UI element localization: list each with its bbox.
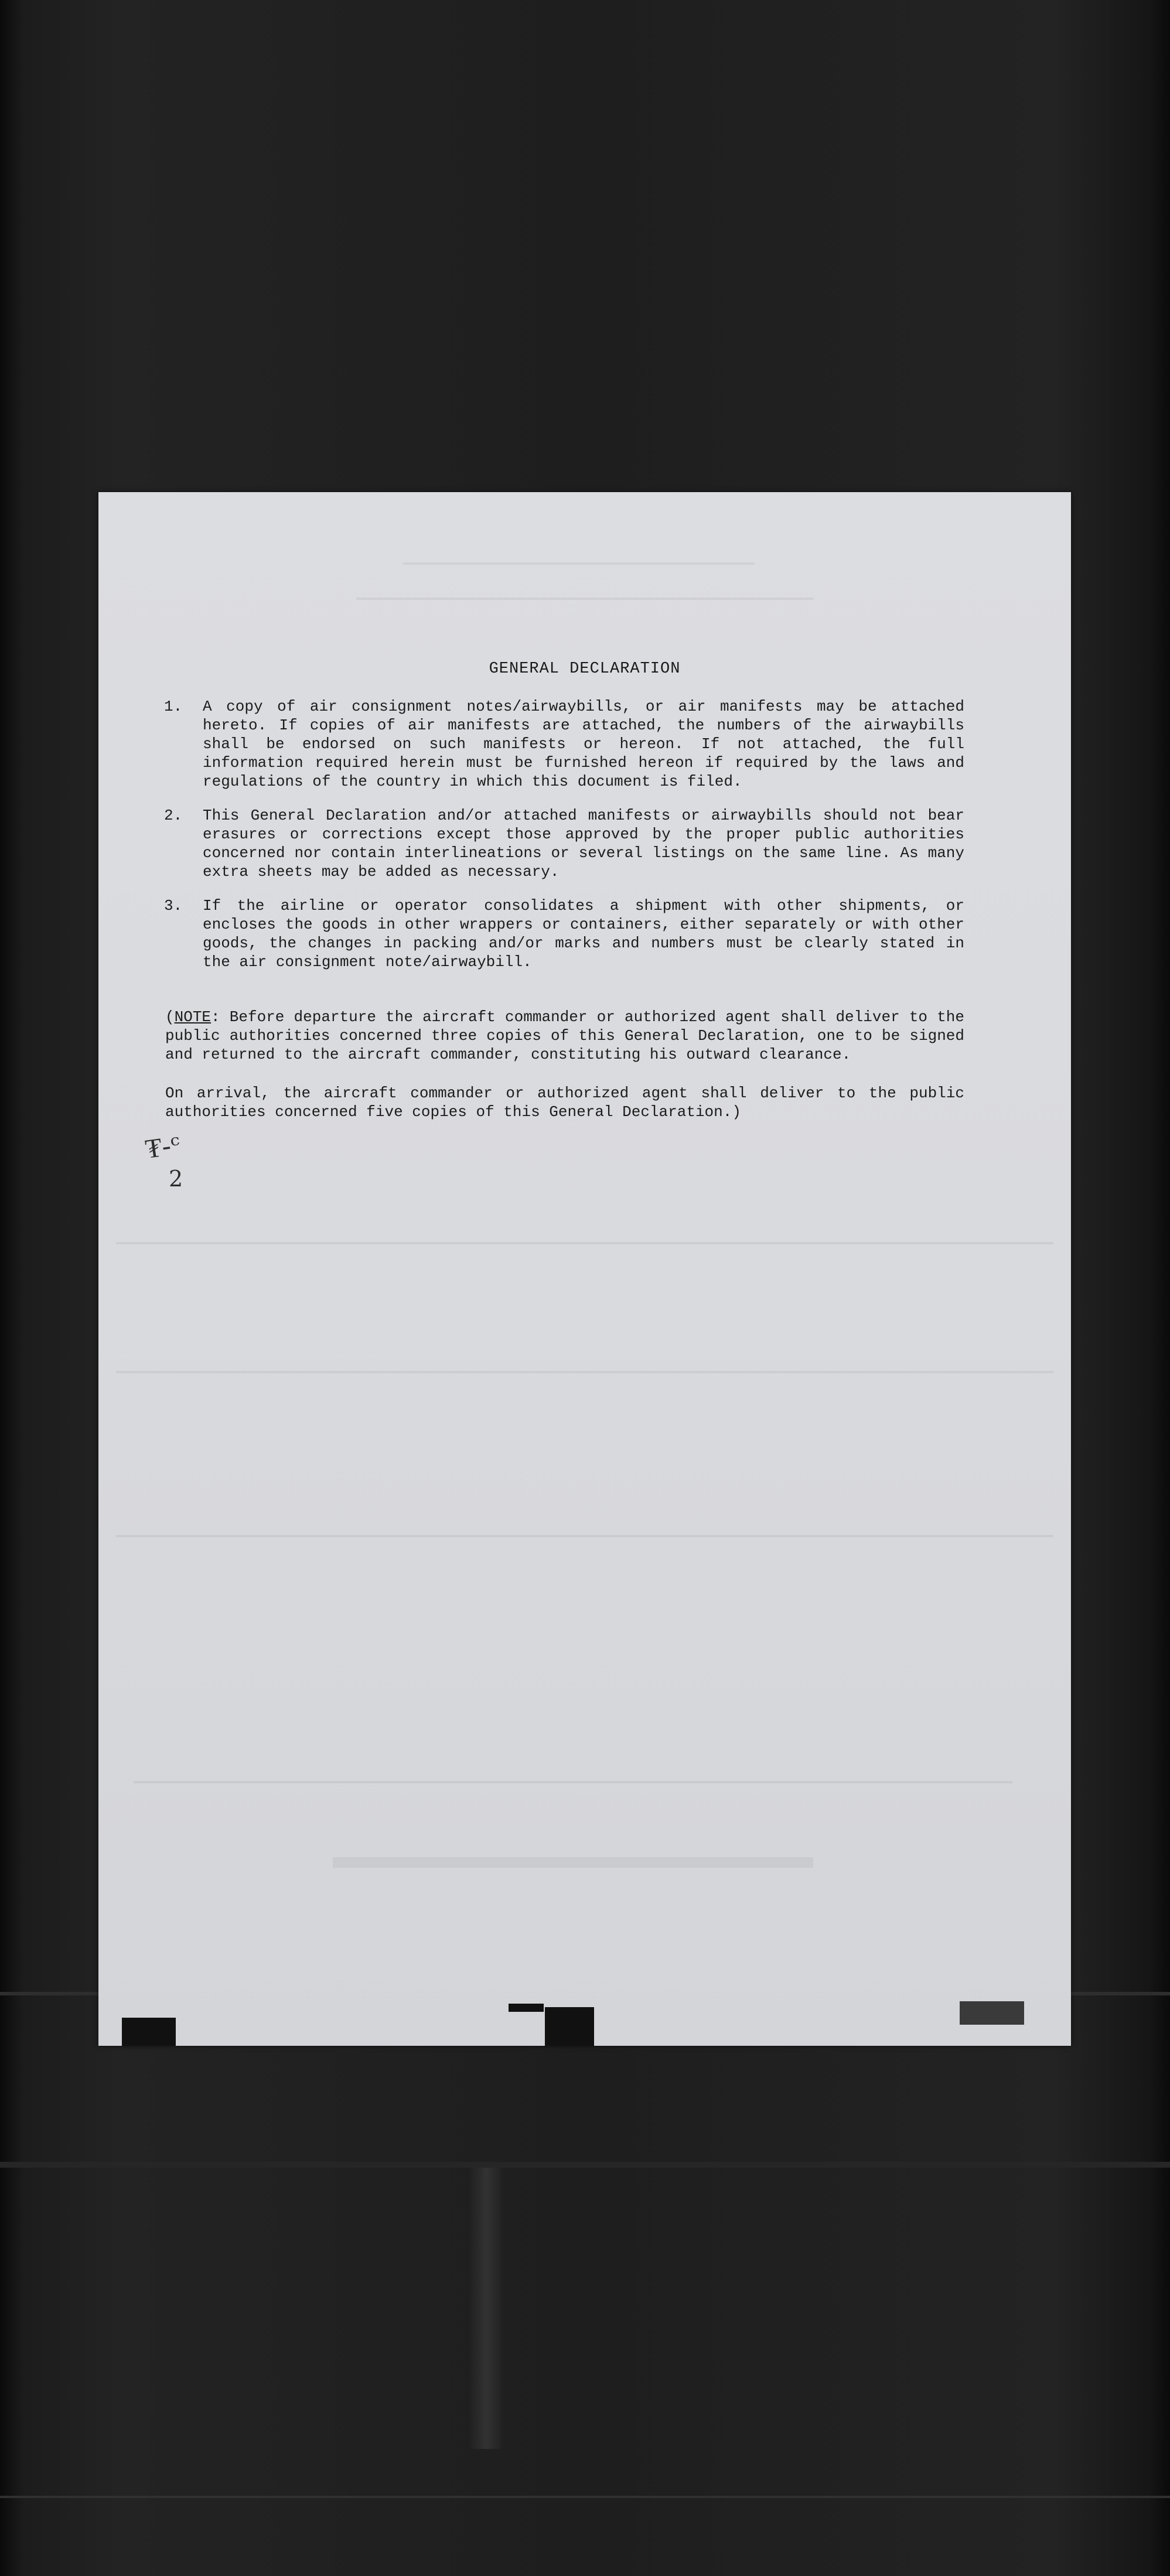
note-paragraph [165,1008,964,1064]
bleed-through [134,1781,1012,1783]
note-label: NOTE [174,1008,212,1026]
bleed-through [356,598,813,600]
bleed-through [333,1857,813,1868]
handwritten-mark: 2 [169,1166,183,1192]
bleed-through [403,562,755,565]
bleed-through [116,1242,1053,1244]
bleed-through [116,1371,1053,1373]
bleed-through [116,1535,1053,1537]
film-band [0,2162,1170,2168]
item-number: 3. [164,897,183,915]
note-open-paren: ( [165,1008,175,1026]
ink-blot [545,2007,594,2046]
document-sheet [98,492,1071,2046]
ink-blot [960,2001,1024,2025]
item-text: A copy of air consignment notes/airwaybills, or air manifests may be attached hereto. If copies of air manifests are attached, the numbers of the airwaybills shall be endorsed on such manifests or hereon. If not attached, the full information required herein must be furnished hereon if required by the laws and regulations of the country in which this document is filed. [203,698,964,790]
film-streak [469,2168,504,2449]
note-text: : Before departure the aircraft commander or authorized agent shall deliver to the public authorities concerned three copies of this General Declaration, one to be signed and returned to the aircraft commander, constituting his outward clearance. [165,1008,964,1063]
item-number: 2. [164,807,183,824]
film-band [0,2496,1170,2498]
item-number: 1. [164,698,183,715]
handwritten-mark: ₮-ᶜ [143,1128,183,1165]
ink-blot [122,2018,176,2046]
ink-blot [509,2004,544,2012]
item-text: This General Declaration and/or attached manifests or airwaybills should not bear erasures or corrections except those approved by the proper public authorities concerned nor contain interlineations or several listings on the same line. As many extra sheets may be added as necessary. [203,807,964,881]
item-text: If the airline or operator consolidates a shipment with other shipments, or encloses the goods in other wrappers or containers, either separately or with other goods, the changes in packing and/or marks and numbers must be clearly stated in the air consignment note/airwaybill. [203,897,964,971]
document-title: GENERAL DECLARATION [489,660,681,678]
arrival-paragraph: On arrival, the aircraft commander or authorized agent shall deliver to the public authorities concerned five copies of this General Declaration.) [165,1084,964,1121]
